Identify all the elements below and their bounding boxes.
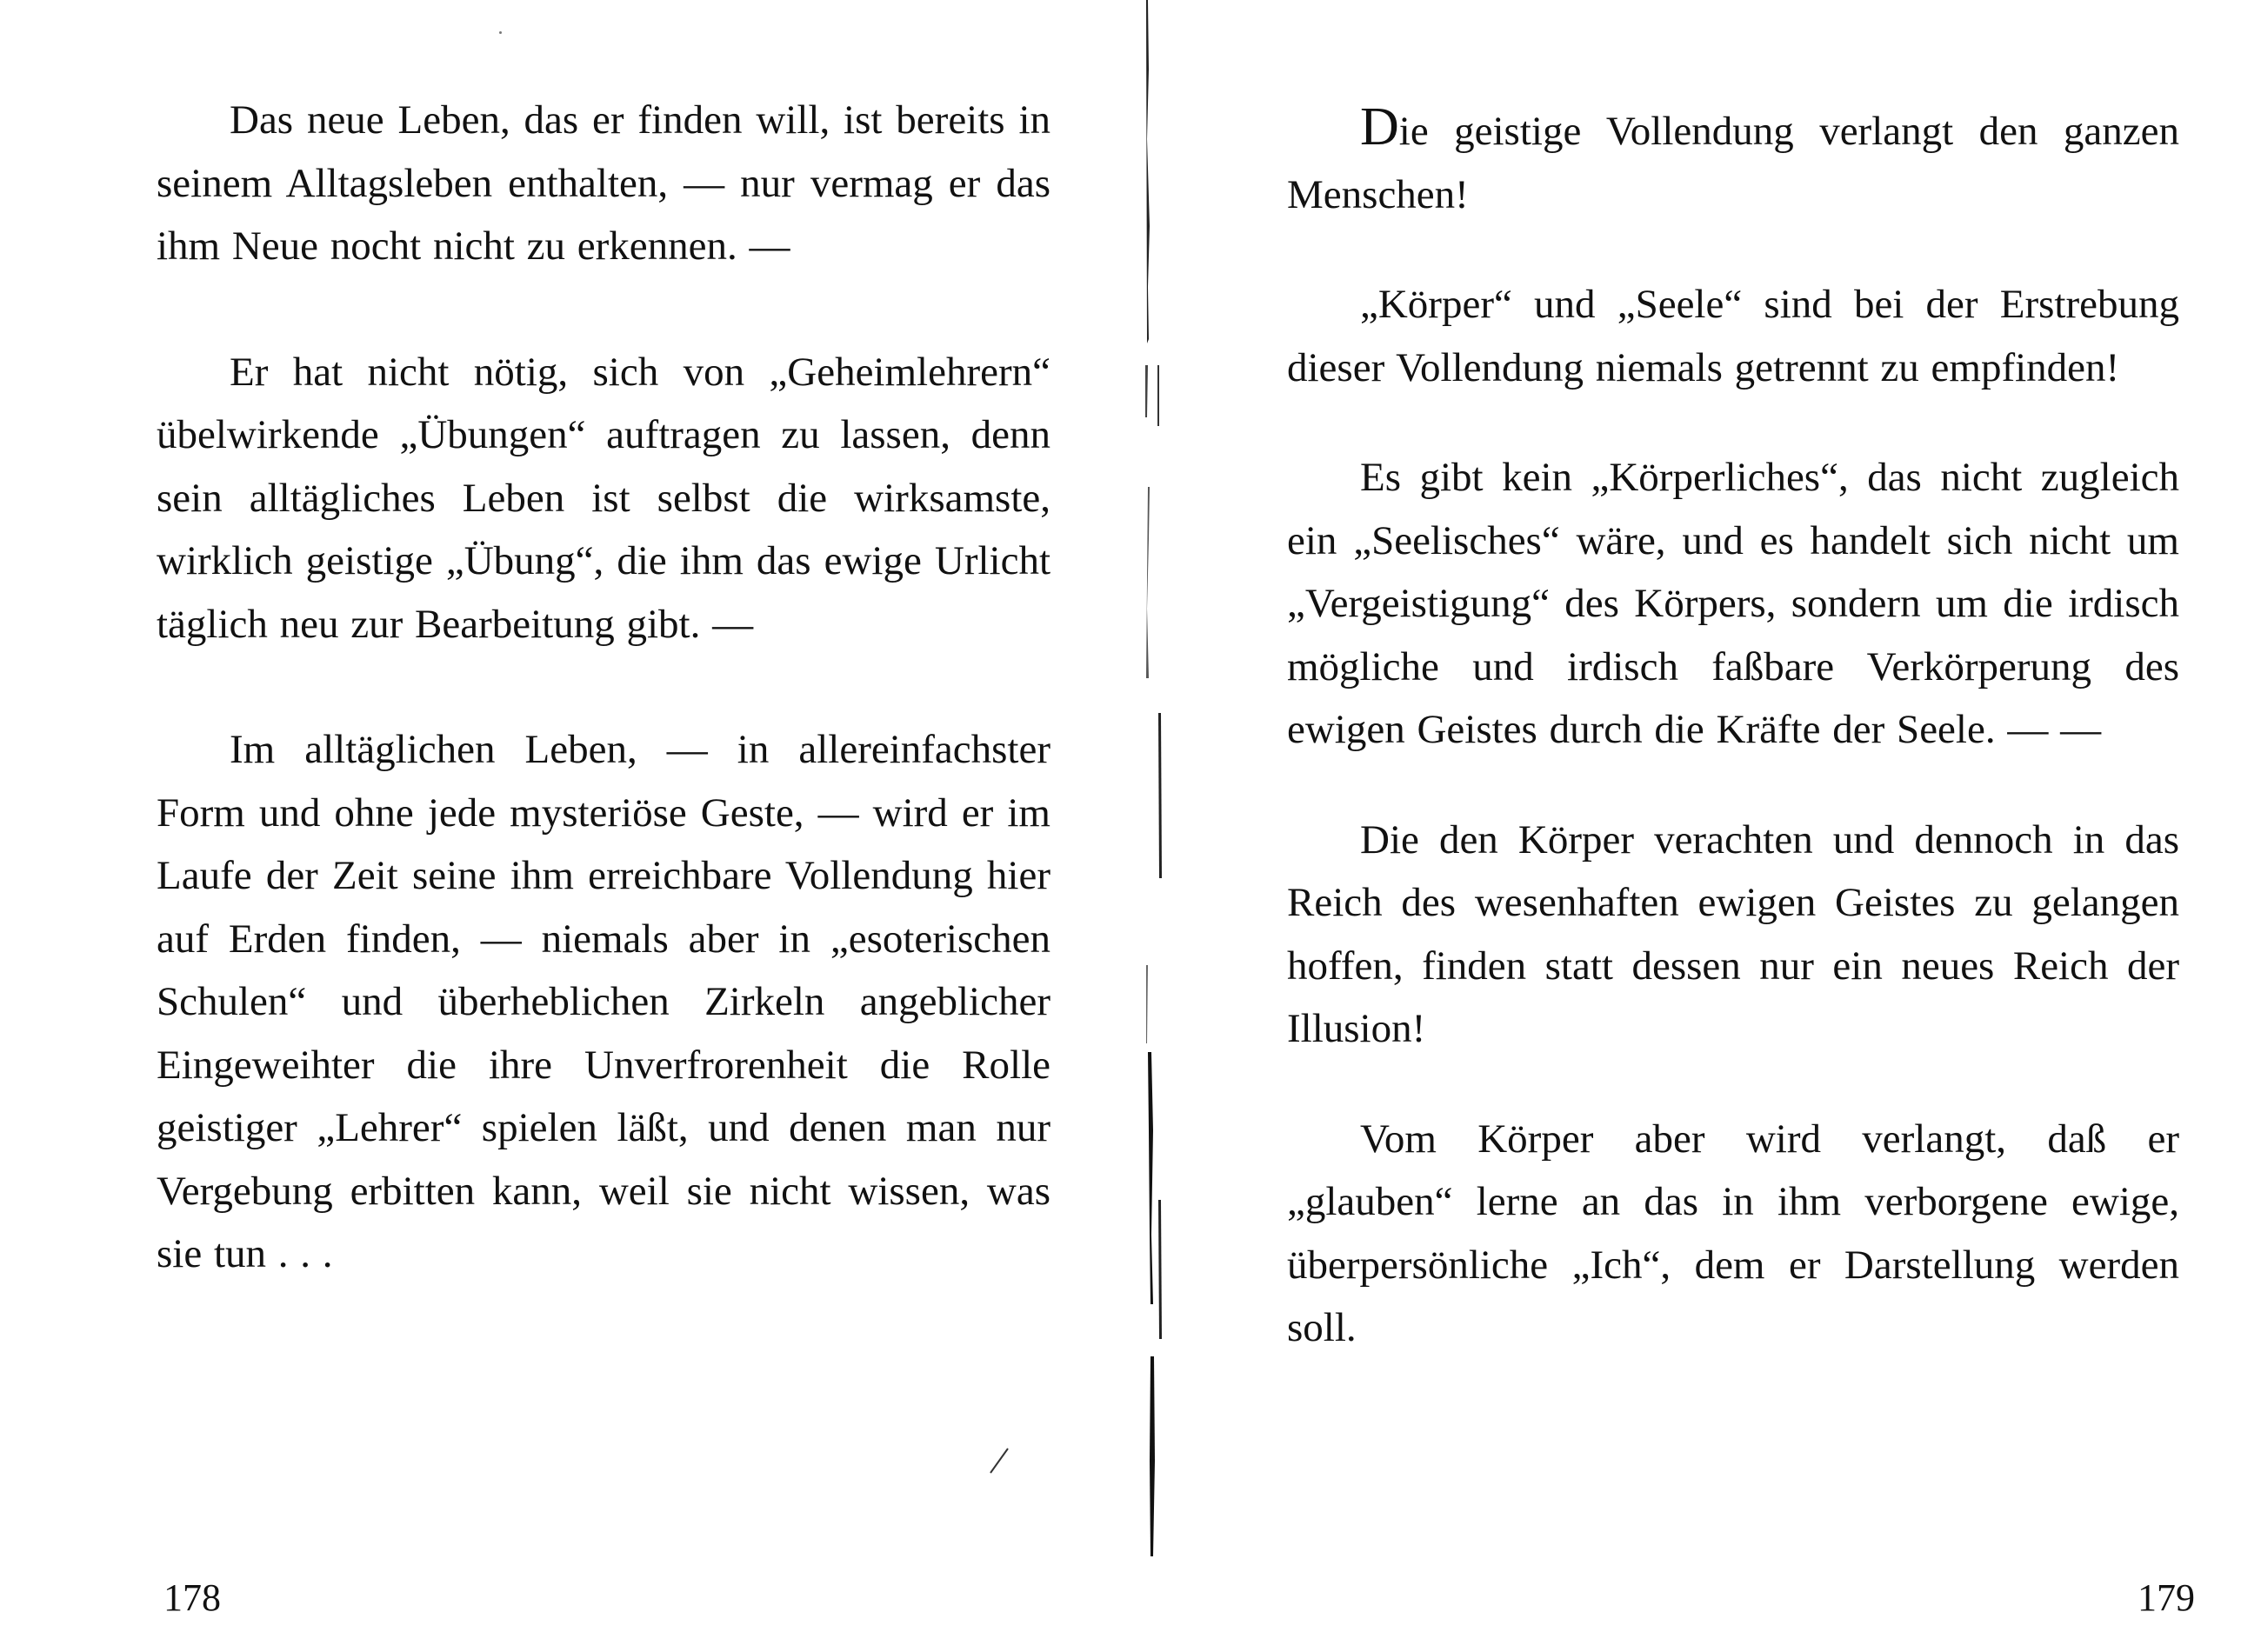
page-number: 179 (2138, 1576, 2195, 1619)
paragraph: Er hat nicht nötig, sich von „Geheimlehrern“ übelwirkende „Übungen“ auftragen zu lassen, denn sein alltägliches Leben ist selbst die wirksamste, wirklich geistige „Übung“, die ihm das ewige Urlicht täglich neu zur Bearbeitung gibt. — (157, 349, 1050, 647)
pencil-mark-icon (987, 1443, 1013, 1478)
paper-speck (499, 31, 502, 34)
paragraph: Es gibt kein „Körperliches“, das nicht zugleich ein „Seelisches“ wäre, und es handelt sich nicht um „Vergeistigung“ des Körpers, sondern um die irdisch mögliche und irdisch faßbare Verkörperung des ewigen Geistes durch die Kräfte der Seele. — — (1287, 455, 2179, 752)
initial-letter: D (1360, 97, 1399, 157)
right-page (1130, 0, 2261, 1652)
paragraph: „Körper“ und „Seele“ sind bei der Erstrebung dieser Vollendung niemals getrennt zu empfinden! (1287, 282, 2179, 390)
right-page-text (1287, 96, 2179, 1407)
paragraph: Das neue Leben, das er finden will, ist bereits in seinem Alltagsleben enthalten, — nur vermag er das ihm Neue nocht nicht zu erkennen. — (157, 97, 1050, 269)
paragraph: Vom Körper aber wird verlangt, daß er „glauben“ lerne an das in ihm verborgene ewige, überpersönliche „Ich“, dem er Darstellung werden soll. (1287, 1116, 2179, 1350)
opening-paragraph (1287, 96, 2179, 226)
page-number: 178 (163, 1576, 221, 1619)
left-page (0, 0, 1130, 1652)
paragraph: Im alltäglichen Leben, — in allereinfachster Form und ohne jede mysteriöse Geste, — wird er im Laufe der Zeit seine ihm erreichbare Vollendung hier auf Erden finden, — niemals aber in „esoterischen Schulen“ und überheblichen Zirkeln angeblicher Eingeweihter die ihre Unverfrorenheit die Rolle geistiger „Lehrer“ spielen läßt, und denen man nur Vergebung erbitten kann, weil sie nicht wissen, was sie tun . . . (157, 727, 1050, 1276)
paragraph: Die den Körper verachten und dennoch in das Reich des wesenhaften ewigen Geistes zu gelangen hoffen, finden statt dessen nur ein neues Reich der Illusion! (1287, 816, 2179, 1051)
left-page-text (157, 89, 1050, 1349)
opening-text: ie geistige Vollendung verlangt den ganzen Menschen! (1287, 109, 2179, 217)
